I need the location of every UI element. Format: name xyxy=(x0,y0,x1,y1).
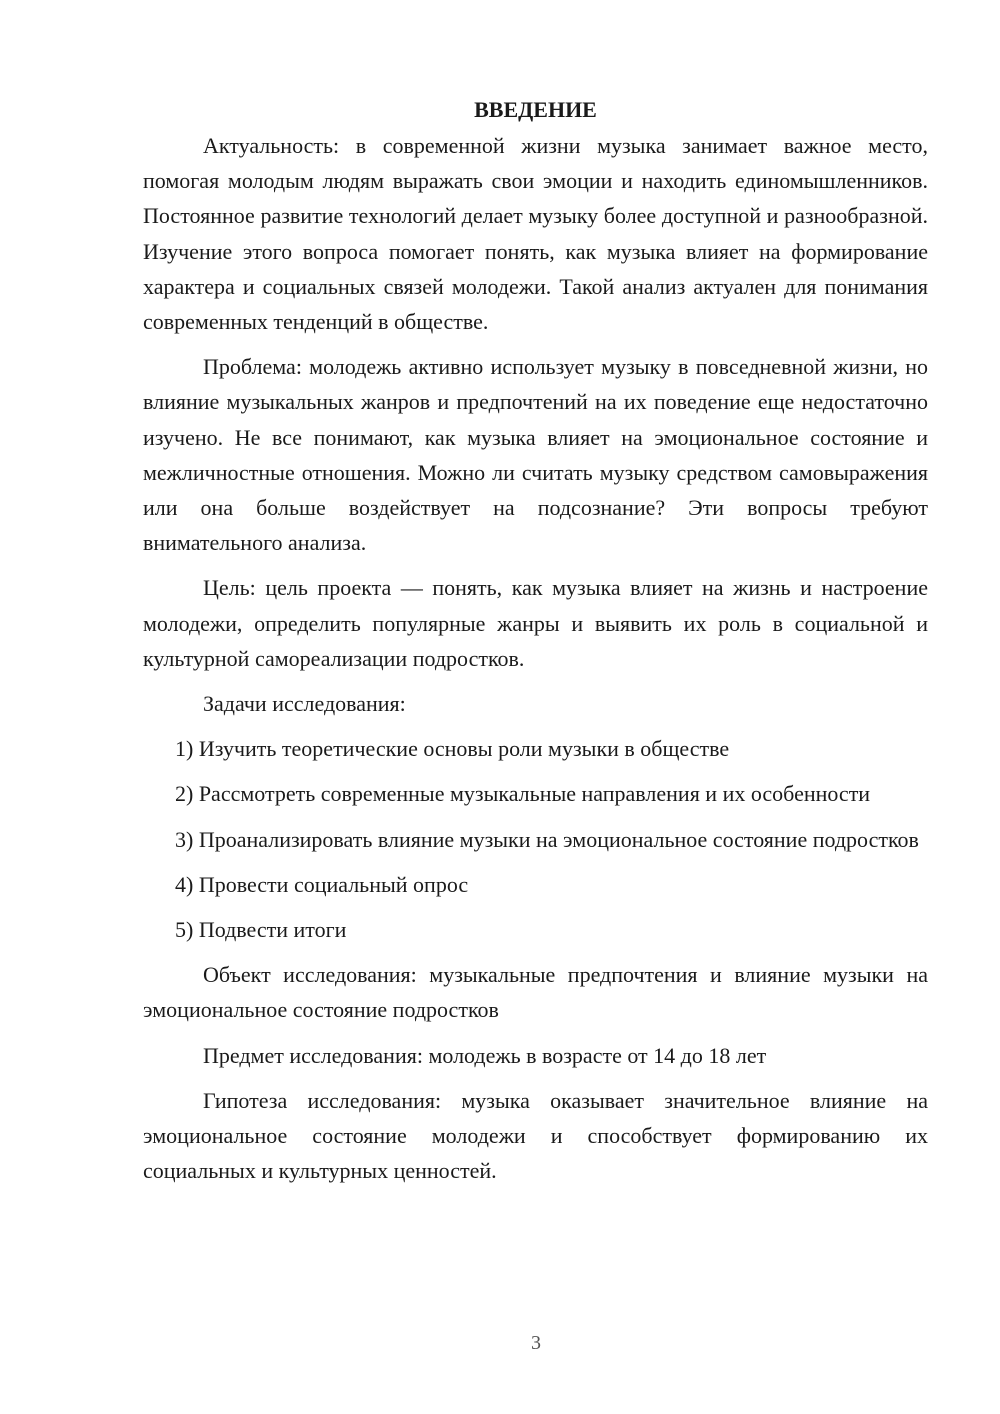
hypothesis-paragraph: Гипотеза исследования: музыка оказывает значительное влияние на эмоциональное состояние молодежи и способствует формированию их социальных и культурных ценностей. xyxy=(143,1087,928,1184)
page-number: 3 xyxy=(531,1332,541,1354)
problem-paragraph: Проблема: молодежь активно использует музыку в повседневной жизни, но влияние музыкальных жанров и предпочтений на их поведение еще недостаточно изучено. Не все понимают, как музыка влияет на эмоциональное состояние и межличностные отношения. Можно ли считать музыку средством самовыражения или она больше воздействует на подсознание? Эти вопросы требуют внимательного анализа. xyxy=(143,354,928,556)
relevance-paragraph: Актуальность: в современной жизни музыка занимает важное место, помогая молодым людям выражать свои эмоции и находить единомышленников. Постоянное развитие технологий делает музыку более доступной и разнообразной. Изучение этого вопроса помогает понять, как музыка влияет на формирование характера и социальных связей молодежи. Такой анализ актуален для понимания современных тенденций в обществе. xyxy=(143,133,928,335)
task-item-2: 2) Рассмотреть современные музыкальные направления и их особенности xyxy=(175,781,871,807)
research-subject-paragraph: Предмет исследования: молодежь в возрасте от 14 до 18 лет xyxy=(203,1042,767,1068)
goal-paragraph: Цель: цель проекта — понять, как музыка влияет на жизнь и настроение молодежи, определить популярные жанры и выявить их роль в социальной и культурной самореализации подростков. xyxy=(143,575,928,671)
tasks-heading: Задачи исследования: xyxy=(203,691,406,717)
task-item-4: 4) Провести социальный опрос xyxy=(175,871,469,897)
task-item-1: 1) Изучить теоретические основы роли музыки в обществе xyxy=(175,736,730,762)
task-item-3: 3) Проанализировать влияние музыки на эмоциональное состояние подростков xyxy=(175,826,919,852)
research-object-paragraph: Объект исследования: музыкальные предпочтения и влияние музыки на эмоциональное состояние подростков xyxy=(143,962,928,1023)
task-item-5: 5) Подвести итоги xyxy=(175,917,347,943)
section-heading: ВВЕДЕНИЕ xyxy=(474,97,597,122)
document-page xyxy=(143,92,928,1198)
